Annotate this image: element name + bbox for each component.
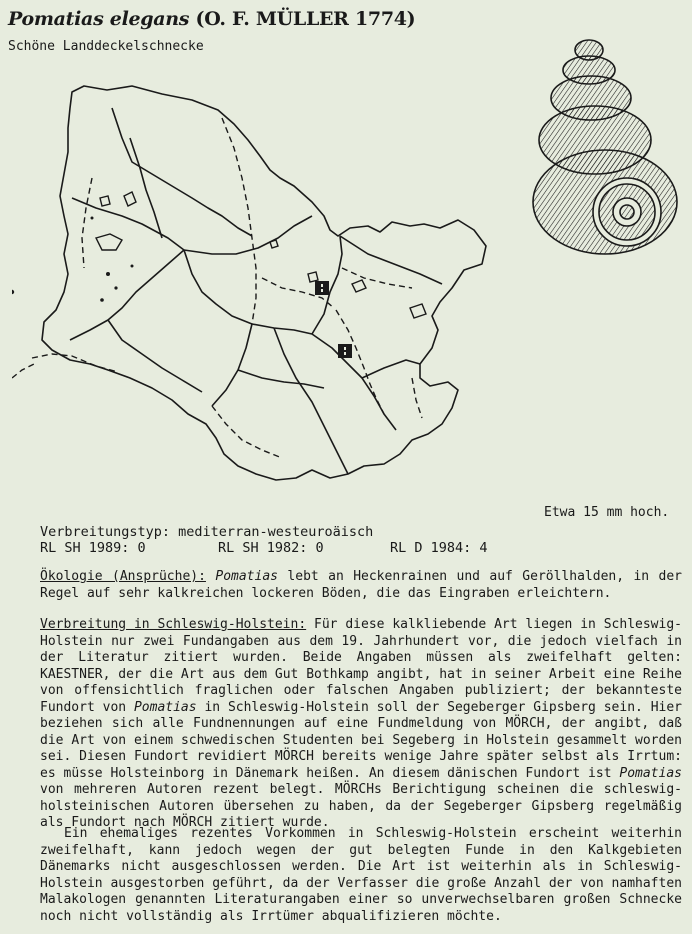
distribution-genus-1: Pomatias	[133, 699, 197, 715]
distribution-genus-2: Pomatias	[619, 765, 682, 781]
distribution-map	[12, 78, 492, 498]
distribution-text-c: von mehreren Autoren rezent belegt. MÖRCHs Berichtigung scheinen die schleswig-holsteinischen Autoren übersehen zu haben, da der Segeberger Gipsberg regelmäßig als Fundort nach MÖRCH zitiert wurde.	[40, 782, 682, 830]
rl-d-1984: RL D 1984: 4	[390, 540, 488, 556]
map-lake	[96, 234, 122, 250]
map-coastline	[42, 86, 486, 480]
rl-sh-1989: RL SH 1989: 0	[40, 540, 146, 556]
distribution-type: Verbreitungstyp: mediterran-westeuroäisch	[40, 524, 374, 540]
rl-sh-1982: RL SH 1982: 0	[218, 540, 324, 556]
page-title	[8, 8, 415, 30]
ecology-paragraph	[40, 569, 682, 602]
conclusion-paragraph	[40, 826, 682, 925]
distribution-paragraph	[40, 617, 682, 832]
occurrence-marker-segeberg	[338, 344, 352, 358]
ecology-text: lebt an Heckenrainen und auf Geröllhalden, in der Regel auf sehr kalkreichen lockeren Böden, die das Eingraben erleichtern.	[40, 569, 682, 601]
ecology-heading: Ökologie (Ansprüche):	[40, 569, 206, 584]
ecology-genus: Pomatias	[215, 569, 278, 584]
shell-illustration	[525, 32, 685, 262]
distribution-text-a: Für diese kalkliebende Art liegen in Schleswig-Holstein nur zwei Fundangaben aus dem 19. Jahrhundert vor, die jedoch vielfach in der Literatur zitiert wurden. Beide Angaben müssen als zweifelhaft gelten: KAESTNER, der die Art aus dem Gut Bothkamp angibt, hat in seiner Arbeit eine Reihe von offensichtlich fraglichen oder falschen Angaben publiziert; der bekannteste Fundort von	[40, 617, 682, 715]
distribution-heading: Verbreitung in Schleswig-Holstein:	[40, 617, 307, 632]
map-border-dashed	[222, 118, 256, 324]
common-name: Schöne Landdeckelschnecke	[8, 39, 204, 54]
map-dot	[106, 272, 110, 276]
shell-size-caption: Etwa 15 mm hoch.	[544, 505, 670, 520]
conclusion-text: Ein ehemaliges rezentes Vorkommen in Schleswig-Holstein erscheint weiterhin zweifelhaft, kann jedoch wegen der gut belegten Funde in den Kalkgebieten Dänemarks nicht ausgeschlossen werden. Die Art ist weiterhin als in Schleswig-Holstein ausgestorben geführt, da der Verfasser die große Anzahl der von namhaften Malakologen genannten Literaturangaben einer so unverwechselbaren großen Schnecke noch nicht vollständig als Irrtümer abqualifizieren möchte.	[40, 826, 682, 924]
occurrence-marker-bothkamp	[315, 281, 329, 295]
species-name: Pomatias elegans	[8, 8, 190, 30]
distribution-text-b: in Schleswig-Holstein soll der Segeberger Gipsberg sein. Hier beziehen sich alle Fundnennungen auf eine Fundmeldung von MÖRCH, der angibt, daß die Art von einem schwedischen Studenten bei Segeberg in Holstein gesammelt worden sei. Diesen Fundort revidiert MÖRCH bereits wenige Jahre später selbst als Irrtum: es müsse Holsteinborg in Dänemark heißen. An diesem dänischen Fundort ist	[40, 699, 682, 781]
species-author: (O. F. MÜLLER 1774)	[195, 8, 416, 30]
